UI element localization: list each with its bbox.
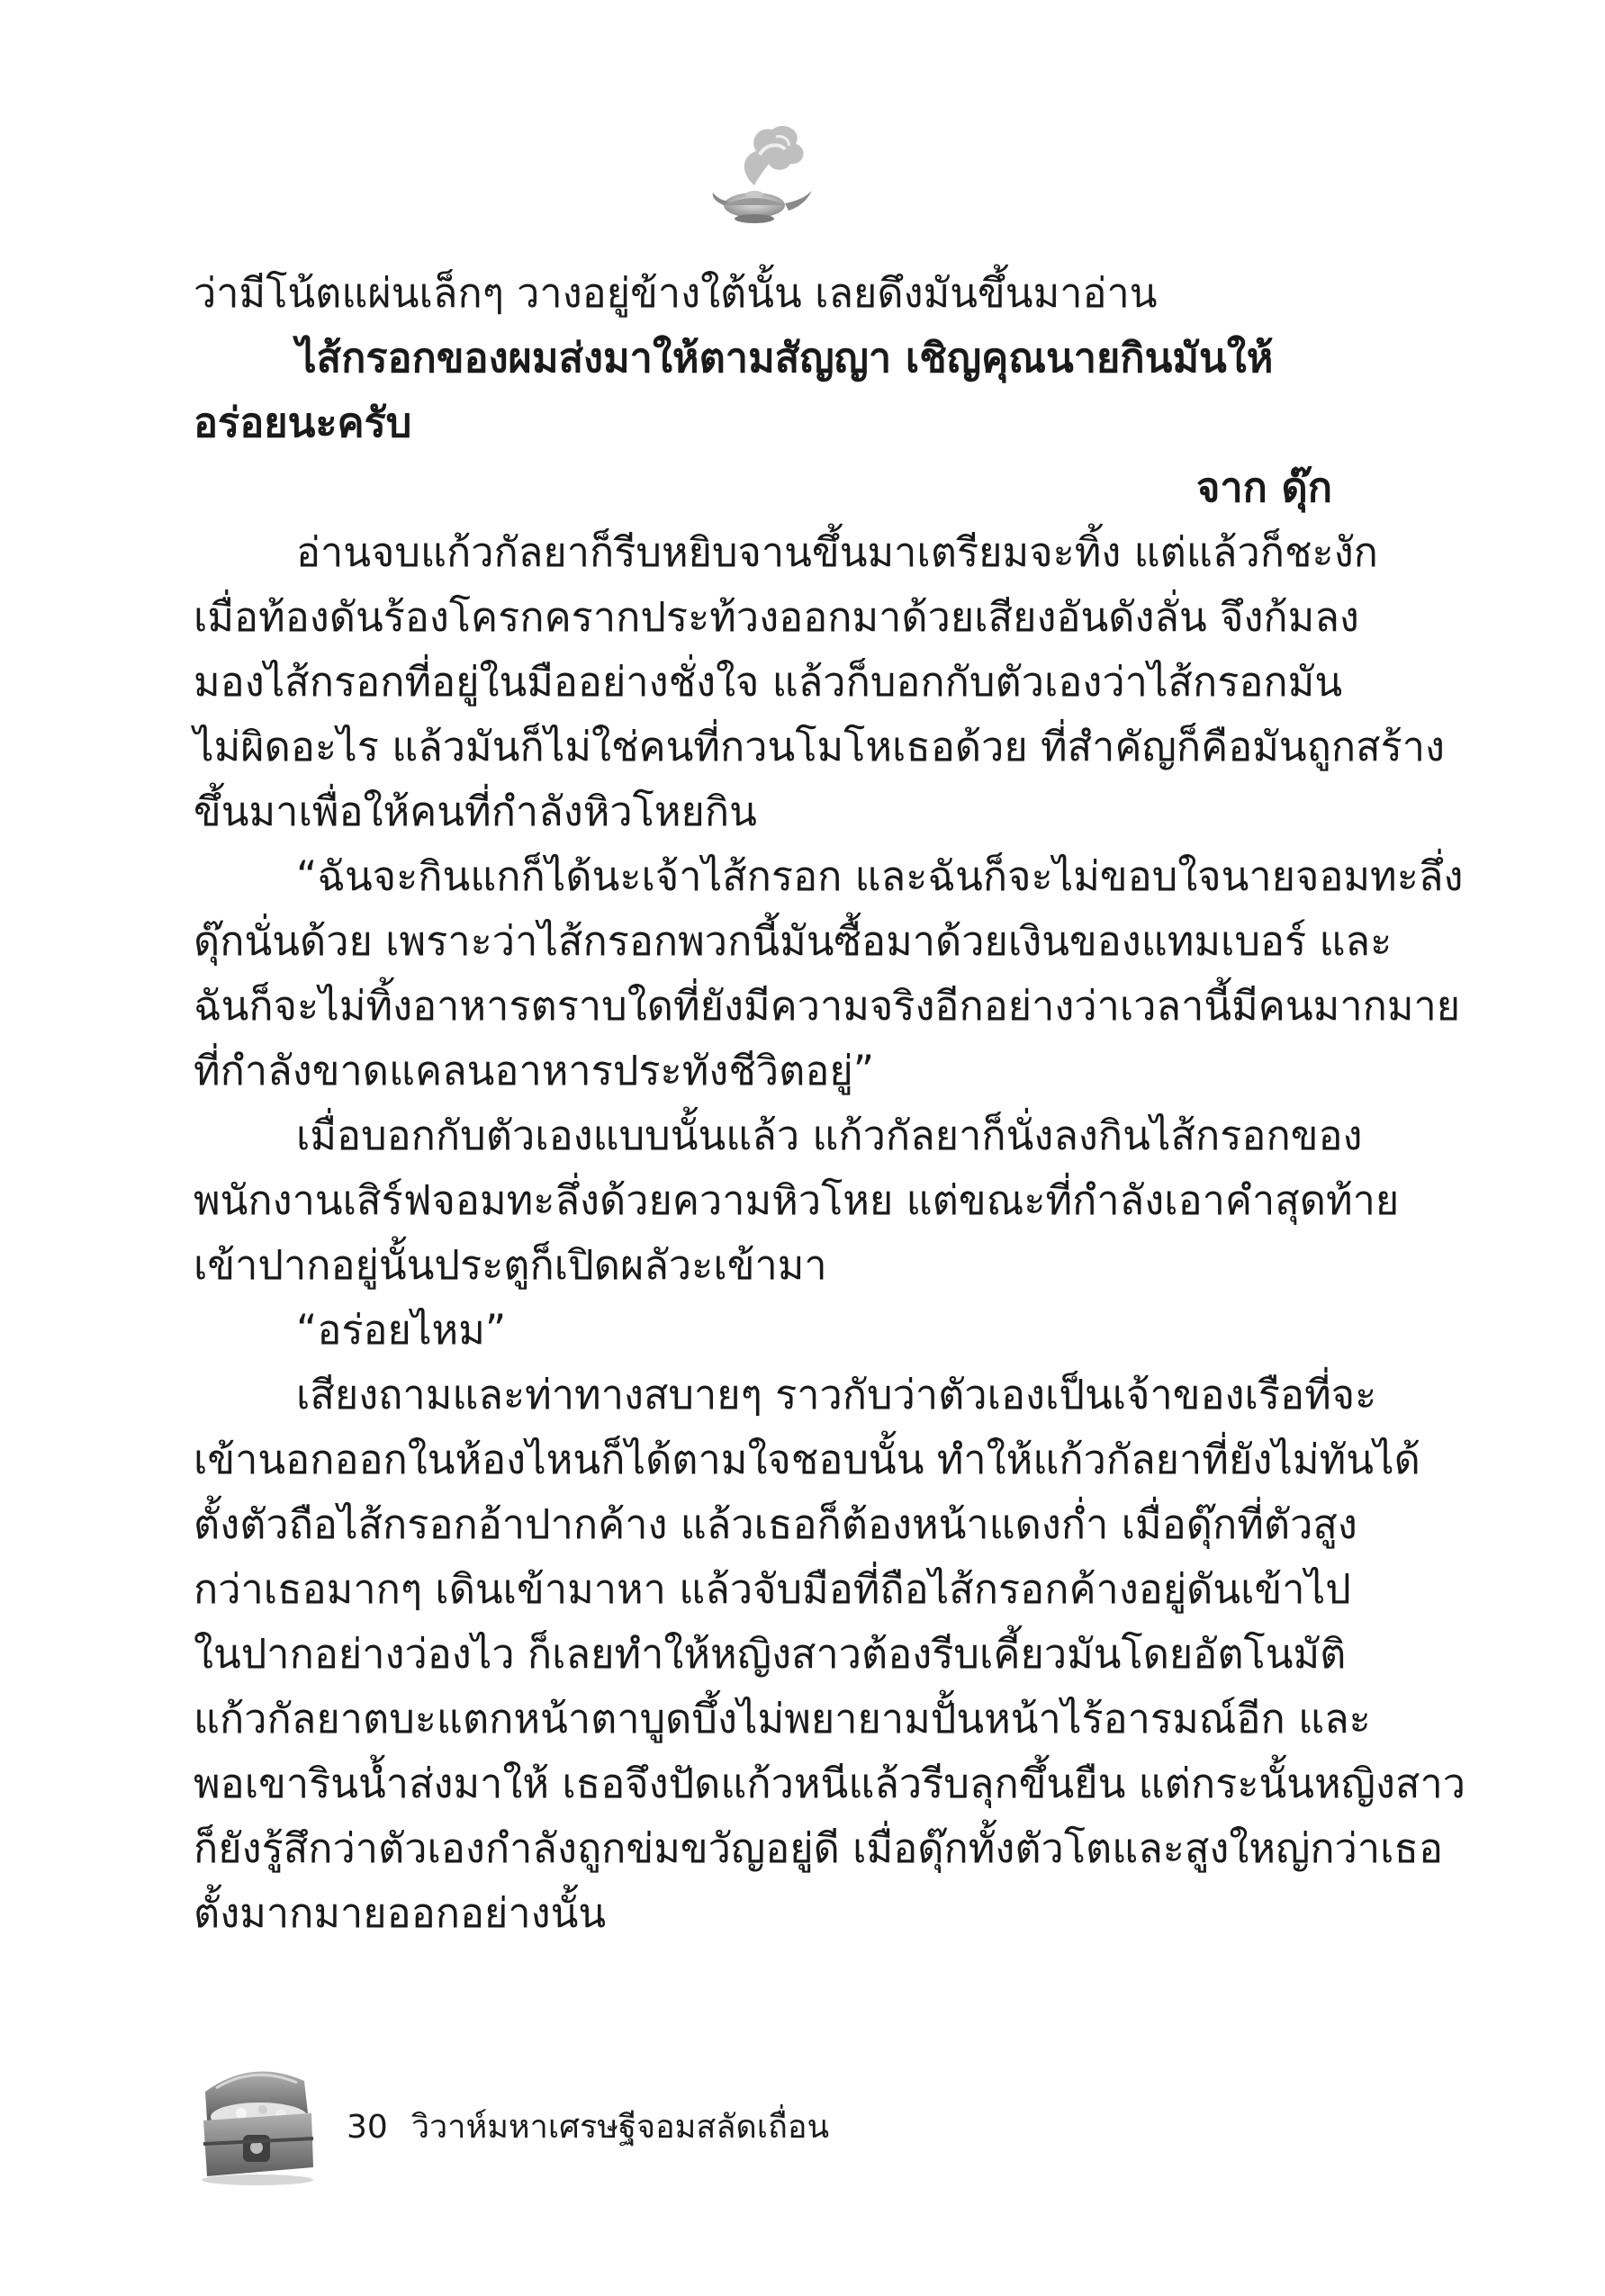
text-line: เข้าปากอยู่นั้นประตูก็เปิดผลัวะเข้ามา bbox=[194, 1241, 827, 1289]
text-line: อ่านจบแก้วกัลยาก็รีบหยิบจานขึ้นมาเตรียมจะทิ้ง แต่แล้วก็ชะงัก bbox=[296, 528, 1378, 576]
footer-caption bbox=[347, 2108, 829, 2147]
text-line: ดุ๊กนั่นด้วย เพราะว่าไส้กรอกพวกนี้มันซื้อมาด้วยเงินของแทมเบอร์ และ bbox=[194, 917, 1393, 965]
text-line: จาก ดุ๊ก bbox=[1195, 464, 1332, 511]
text-line: พอเขารินน้ำส่งมาให้ เธอจึงปัดแก้วหนีแล้วรีบลุกขึ้นยืน แต่กระนั้นหญิงสาว bbox=[194, 1760, 1465, 1807]
text-line: เสียงถามและท่าทางสบายๆ ราวกับว่าตัวเองเป็นเจ้าของเรือที่จะ bbox=[296, 1371, 1377, 1418]
treasure-chest-icon bbox=[189, 2061, 324, 2187]
page-number: 30 bbox=[347, 2109, 388, 2146]
text-line: ฉันก็จะไม่ทิ้งอาหารตราบใดที่ยังมีความจริงอีกอย่างว่าเวลานี้มีคนมากมาย bbox=[194, 982, 1461, 1030]
text-line: อร่อยนะครับ bbox=[194, 399, 412, 446]
text-line: ไม่ผิดอะไร แล้วมันก็ไม่ใช่คนที่กวนโมโหเธอด้วย ที่สำคัญก็คือมันถูกสร้าง bbox=[194, 723, 1446, 770]
text-line: กว่าเธอมากๆ เดินเข้ามาหา แล้วจับมือที่ถือไส้กรอกค้างอยู่ดันเข้าไป bbox=[194, 1565, 1351, 1613]
body-text bbox=[194, 261, 1465, 1946]
text-line: ว่ามีโน้ตแผ่นเล็กๆ วางอยู่ข้างใต้นั้น เลยดึงมันขึ้นมาอ่าน bbox=[194, 269, 1158, 317]
text-line: เมื่อบอกกับตัวเองแบบนั้นแล้ว แก้วกัลยาก็นั่งลงกินไส้กรอกของ bbox=[296, 1112, 1363, 1159]
text-line: ตั้งมากมายออกอย่างนั้น bbox=[194, 1889, 607, 1937]
book-title: วิวาห์มหาเศรษฐีจอมสลัดเถื่อน bbox=[410, 2109, 830, 2146]
text-line: ไส้กรอกของผมส่งมาให้ตามสัญญา เชิญคุณนายกินมันให้ bbox=[296, 334, 1274, 382]
text-line: ตั้งตัวถือไส้กรอกอ้าปากค้าง แล้วเธอก็ต้องหน้าแดงก่ำ เมื่อดุ๊กที่ตัวสูง bbox=[194, 1500, 1357, 1548]
text-line: ในปากอย่างว่องไว ก็เลยทำให้หญิงสาวต้องรีบเคี้ยวมันโดยอัตโนมัติ bbox=[194, 1630, 1347, 1678]
text-line: “อร่อยไหม” bbox=[296, 1306, 507, 1354]
text-line: พนักงานเสิร์ฟจอมทะลึ่งด้วยความหิวโหย แต่ขณะที่กำลังเอาคำสุดท้าย bbox=[194, 1176, 1400, 1224]
text-line: ก็ยังรู้สึกว่าตัวเองกำลังถูกข่มขวัญอยู่ดี เมื่อดุ๊กทั้งตัวโตและสูงใหญ่กว่าเธอ bbox=[194, 1824, 1444, 1872]
text-line: เมื่อท้องดันร้องโครกครากประท้วงออกมาด้วยเสียงอันดังลั่น จึงก้มลง bbox=[194, 593, 1359, 641]
text-line: แก้วกัลยาตบะแตกหน้าตาบูดบึ้งไม่พยายามปั้นหน้าไร้อารมณ์อีก และ bbox=[194, 1695, 1371, 1742]
page-footer bbox=[189, 2061, 830, 2187]
text-line: มองไส้กรอกที่อยู่ในมืออย่างชั่งใจ แล้วก็บอกกับตัวเองว่าไส้กรอกมัน bbox=[194, 658, 1343, 706]
text-line: “ฉันจะกินแกก็ได้นะเจ้าไส้กรอก และฉันก็จะไม่ขอบใจนายจอมทะลึ่ง bbox=[296, 852, 1464, 900]
text-line: เข้านอกออกในห้องไหนก็ได้ตามใจชอบนั้น ทำให้แก้วกัลยาที่ยังไม่ทันได้ bbox=[194, 1436, 1420, 1483]
magic-lamp-icon bbox=[702, 115, 819, 232]
text-line: ที่กำลังขาดแคลนอาหารประทังชีวิตอยู่” bbox=[194, 1047, 875, 1094]
text-line: ขึ้นมาเพื่อให้คนที่กำลังหิวโหยกิน bbox=[194, 788, 757, 835]
